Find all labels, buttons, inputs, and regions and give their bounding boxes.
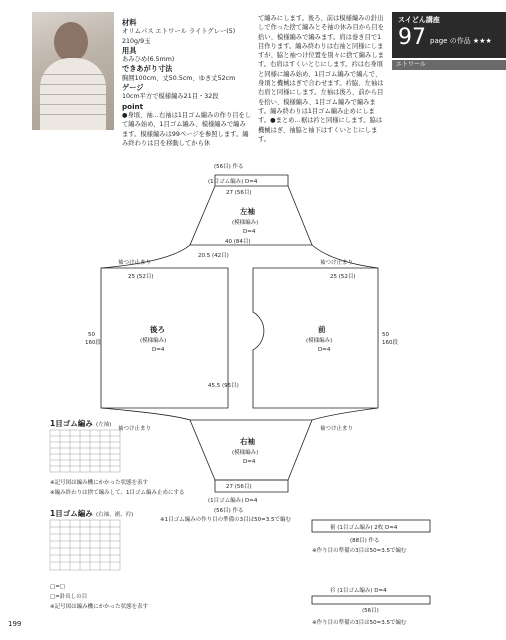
tools-text: あみひめ(6.5mm) bbox=[122, 56, 175, 64]
right-sleeve-needle: D=4 bbox=[243, 459, 256, 465]
back-width-25: 25 (52目) bbox=[128, 274, 154, 280]
gauge-heading: ゲージ bbox=[122, 83, 144, 93]
chart2-title: 1目ゴム編み bbox=[50, 509, 93, 518]
collar-piece bbox=[312, 596, 430, 604]
underarm-line bbox=[312, 408, 378, 420]
back-height-rows: 160段 bbox=[85, 340, 101, 346]
chart-rib-left bbox=[50, 430, 120, 472]
chart-note-a: ※記号図は編み機にかかった状態を表す bbox=[50, 480, 149, 486]
point-heading: point bbox=[122, 101, 144, 111]
left-sleeve-needle: D=4 bbox=[243, 229, 256, 235]
collar-count: (56目) bbox=[362, 608, 379, 614]
page-number: 199 bbox=[8, 620, 22, 628]
instructions-text: て編みにします。後ろ、前は模様編みの針出しで作った捨て編みとそ袖の休み目から目を拾い、模様編みで編みます。肩は巻き目で1目作ります。編み終わりは右袖と同様にしますが、脇と袖つけ位置を別々に捨て編みします。右肩はすくいとじにします。衿は右身頃と同様に編み始め、1目ゴム編みで編んで、身頃と機械はぎで合わせます。衿脇、左袖は右肩と同様にします。左袖は後ろ、前から目を拾い、模様編み、1目ゴム編みで編みます。編み終わりは1目ゴム編み止めにします。●まとめ…裾は衿と同様にします。脇は機械はぎ、袖脇と袖下はすくいとじにします。 bbox=[258, 15, 384, 143]
front-width-25: 25 (52目) bbox=[330, 274, 356, 280]
collar-label: 衿 (1目ゴム編み) D=4 bbox=[330, 588, 387, 594]
back-title: 後ろ bbox=[150, 325, 165, 334]
point-text: ●身頃、袖…右袖は1目ゴム編みの作り目をして編み始め、1目ゴム編み、模様編みで編みます。模様編みは99ページを参照します。編み終わりは目を移動してから休 bbox=[122, 111, 252, 147]
size-text: 胸囲100cm、丈50.5cm、ゆき丈52cm bbox=[122, 74, 236, 82]
back-height-50: 50 bbox=[88, 332, 95, 338]
rib-bottom-count: (56目) 作る bbox=[214, 508, 244, 514]
front-pattern: (模様編み) bbox=[306, 338, 333, 344]
banner-subtitle: エトワール bbox=[392, 60, 506, 70]
rib-top-count: (56目) 作る bbox=[214, 164, 244, 170]
sleeve-attach-right: 袖つけ止まり bbox=[320, 260, 354, 266]
banner-title: スイどん講座 bbox=[398, 16, 440, 24]
rib-top-label: (1目ゴム編み) D=4 bbox=[208, 179, 258, 185]
legend-2: □=針出しの目 bbox=[50, 594, 88, 600]
sleeve-attach-left-bottom: 袖つけ止まり bbox=[118, 426, 152, 432]
width-205-top: 20.5 (42目) bbox=[198, 253, 229, 259]
width-455: 45.5 (95目) bbox=[208, 383, 239, 389]
left-sleeve-pattern: (模様編み) bbox=[232, 220, 259, 226]
right-sleeve-pattern: (模様編み) bbox=[232, 450, 259, 456]
material-text: オリムパス エトワール ライトグレー(5) 210g/9玉 bbox=[122, 28, 236, 45]
tools-heading: 用具 bbox=[122, 45, 137, 55]
sleeve-attach-left: 袖つけ止まり bbox=[118, 260, 152, 266]
width-40-top: 40 (84目) bbox=[225, 239, 251, 245]
rib-bottom-label: (1目ゴム編み) D=4 bbox=[208, 498, 258, 504]
front-height-rows: 160段 bbox=[382, 340, 398, 346]
banner-number: 97 bbox=[398, 25, 426, 50]
collar-note: ※作り目の準備の3目は50=3.5で編む bbox=[312, 620, 407, 626]
hem-count: (88目) 作る bbox=[350, 538, 380, 544]
front-title: 前 bbox=[318, 325, 326, 334]
hem-note: ※作り目の準備の3目は50=3.5で編む bbox=[312, 548, 407, 554]
back-pattern: (模様編み) bbox=[140, 338, 167, 344]
hem-label: 裾 (1目ゴム編み) 2枚 D=4 bbox=[330, 525, 398, 531]
back-needle: D=4 bbox=[152, 347, 165, 353]
chart-note-b: ※編み終わりは捨て編みして、1目ゴム編み止めにする bbox=[50, 490, 185, 496]
front-needle: D=4 bbox=[318, 347, 331, 353]
right-sleeve-title: 右袖 bbox=[240, 437, 255, 446]
note-rib: ※1目ゴム編みの作り目の準備の3目は50=3.5で編む bbox=[160, 517, 291, 523]
chart2-sub: (右袖、裾、衿) bbox=[96, 512, 134, 518]
left-sleeve-title: 左袖 bbox=[240, 207, 255, 216]
front-height-50: 50 bbox=[382, 332, 389, 338]
banner-page-label: page の作品 ★★★ bbox=[430, 37, 492, 45]
chart-rib-right bbox=[50, 520, 120, 570]
size-heading: できあがり寸法 bbox=[122, 64, 173, 74]
material-heading: 材料 bbox=[122, 18, 137, 27]
legend-1: □=□ bbox=[50, 584, 66, 590]
sleeve-attach-right-bottom: 袖つけ止まり bbox=[320, 426, 354, 432]
chart1-title: 1目ゴム編み bbox=[50, 419, 93, 428]
chart-note-c: ※記号図は編み機にかかった状態を表す bbox=[50, 604, 149, 610]
width-27-top: 27 (56目) bbox=[226, 190, 252, 196]
gauge-text: 10cm平方で模様編み21目・32段 bbox=[122, 93, 219, 101]
chart1-sub: (左袖) bbox=[96, 422, 112, 428]
underarm-line bbox=[101, 408, 190, 420]
width-27-bottom: 27 (56目) bbox=[226, 484, 252, 490]
